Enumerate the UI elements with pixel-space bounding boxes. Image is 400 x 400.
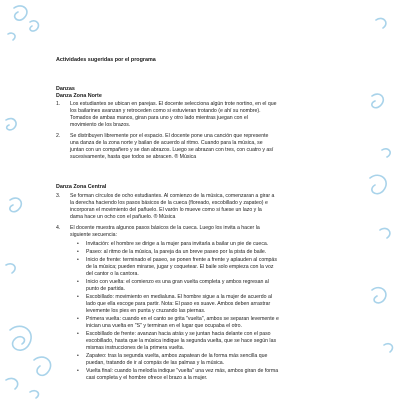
bullet-line: Primera vuelta: cuando en el canto se grita "vuelta", ambos se separan levemente e	[86, 316, 279, 322]
item-line: los bailarines avanzan y retroceden como si estuvieran trotando (e ahí su nombre).	[70, 107, 261, 114]
bullet-line: punto de partida.	[86, 285, 125, 292]
item-line: Se forman círculos de ocho estudiantes. Al comienzo de la música, comenzaran a girar a	[70, 193, 275, 199]
item-line: la derecha haciendo los pasos básicos de la cueca (floreado, escobillado y zapateo) e	[70, 199, 268, 206]
item-line: sucesivamente, hasta que todos se abracen. ® Música	[70, 153, 197, 160]
item-line: movimiento de los brazos.	[70, 121, 131, 128]
item-line: incorporan el movimiento del pañuelo. El varón lo mueve como si fuese un lazo y la	[70, 206, 262, 213]
list-item-3	[70, 193, 356, 221]
bullet-icon: •	[77, 294, 79, 300]
bullet-line: levemente los pies en punta y cruzando las piernas.	[86, 307, 206, 314]
item-line: Se distribuyen libremente por el espacio. El docente pone una canción que represente	[70, 133, 269, 139]
item-line: siguiente secuencia:	[70, 231, 118, 238]
bullet-item	[86, 316, 358, 330]
bullet-line: del cantor o la cantora.	[86, 270, 139, 277]
item-line: dama hace un ocho con el pañuelo. ® Música	[70, 213, 176, 220]
bullet-item	[86, 249, 358, 256]
bullet-item	[86, 294, 358, 315]
item-number: 2.	[56, 133, 61, 139]
bullet-icon: •	[77, 316, 79, 322]
bullet-line: inician una vuelta en "S" y terminan en el lugar que ocupaba el otro.	[86, 322, 242, 329]
bullet-icon: •	[77, 353, 79, 359]
bullet-item	[86, 279, 358, 293]
bullet-line: Escobillado: movimiento en medialuna. El hombre sigue a la mujer de acuerdo al	[86, 294, 272, 300]
bullet-line: casi completa y el hombre ofrece el brazo a la mujer.	[86, 374, 208, 381]
bullet-icon: •	[77, 249, 79, 255]
item-line: una danza de la zona norte y bailan de acuerdo al ritmo. Cuando para la música, se	[70, 139, 263, 146]
bullet-line: Zapateo: tras la segunda vuelta, ambos zapatean de la forma más sencilla que	[86, 353, 268, 359]
bullet-line: Inicio de frente: terminado el paseo, se ponen frente a frente y aplauden al compás	[86, 257, 277, 263]
bullet-icon: •	[77, 279, 79, 285]
bullet-line: Inicio con vuelta: el comienzo es una gran vuelta completa y ambos regresan al	[86, 279, 269, 285]
item-line: juntan con un compañero y se dan abrazos. Luego se abrazan con tres, con cuatro y así	[70, 146, 274, 153]
zona-norte-title: Danza Zona Norte	[56, 93, 102, 99]
item-number: 1.	[56, 101, 61, 107]
bullet-icon: •	[77, 257, 79, 263]
item-number: 4.	[56, 225, 61, 231]
item-number: 3.	[56, 193, 61, 199]
bullet-item	[86, 353, 358, 367]
bullet-icon: •	[77, 241, 79, 247]
list-item-1	[70, 101, 356, 129]
bullet-line: lado que ella escoge para partir. Nota: El paso es suave. Ambos deben arrastrar	[86, 300, 271, 307]
zona-central-title: Danza Zona Central	[56, 184, 107, 190]
list-item-2	[70, 133, 356, 161]
bullet-line: Paseo: al ritmo de la música, la pareja da un breve paseo por la pista de baile.	[86, 249, 267, 255]
bullet-icon: •	[77, 368, 79, 374]
bullet-line: Vuelta final: cuando la melodía indique "vuelta" una vez más, ambos giran de forma	[86, 368, 279, 374]
item-line: Los estudiantes se ubican en parejas. El docente selecciona algún trote nortino, en el que	[70, 101, 277, 107]
bullet-item	[86, 368, 358, 382]
bullet-item	[86, 257, 358, 278]
item-line: Tomados de ambas manos, giran para uno y otro lado mientras juegan con el	[70, 114, 248, 121]
section-title: Actividades sugeridas por el programa	[56, 57, 156, 63]
bullet-item	[86, 331, 358, 352]
bullet-line: de la música; pueden mirarse, jugar y coquetear. El baile solo empieza con la voz	[86, 263, 274, 270]
bullet-line: escobillado, hasta que la música indique la segunda vuelta, que se hace según las	[86, 337, 277, 344]
bullet-line: mismas instrucciones de la primera vuelta.	[86, 344, 185, 351]
item-line: El docente muestra algunos pasos básicos de la cueca. Luego los invita a hacer la	[70, 225, 260, 231]
bullet-line: Escobillado de frente: avanzan hacia atrás y se juntan hacia delante con el paso	[86, 331, 271, 337]
document-page	[56, 0, 356, 400]
list-item-4	[70, 225, 356, 239]
bullet-item	[86, 241, 358, 248]
bullet-line: puedan, tratando de ir al compás de las palmas y la música.	[86, 359, 225, 366]
bullet-icon: •	[77, 331, 79, 337]
bullet-line: Invitación: el hombre se dirige a la mujer para invitarla a bailar un pie de cueca.	[86, 241, 269, 247]
subsection-title: Danzas	[56, 86, 75, 92]
